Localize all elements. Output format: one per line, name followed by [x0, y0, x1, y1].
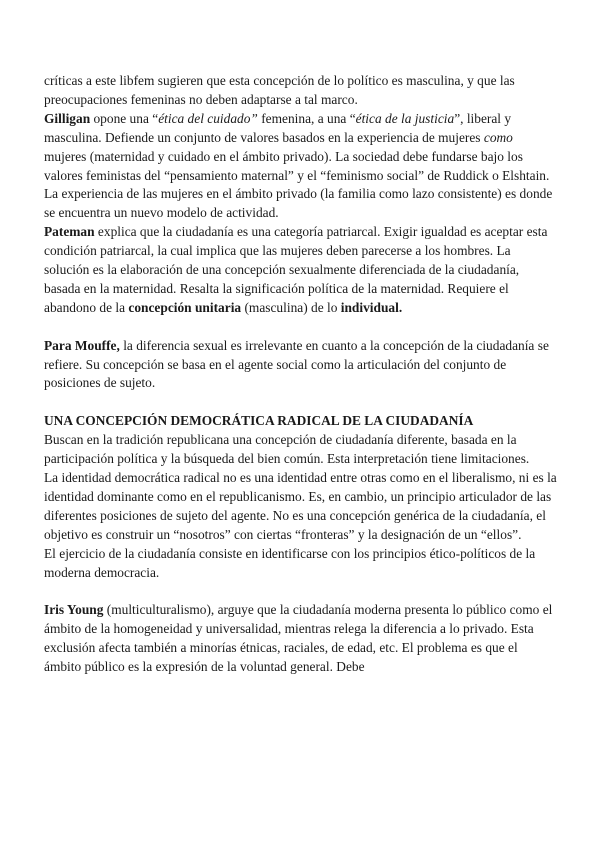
author-name-gilligan: Gilligan [44, 110, 91, 126]
paragraph-text: El ejercicio de la ciudadanía consiste en identificarse con los principios ético-políticos de la moderna democracia. [44, 545, 536, 580]
section-heading [44, 412, 558, 431]
paragraph-text: Buscan en la tradición republicana una concepción de ciudadanía diferente, basada en la participación política y la búsqueda del bien común. Esta interpretación tiene limitaciones. [44, 432, 530, 467]
document-page [44, 72, 558, 677]
term-etica-cuidado: ética del cuidado” [158, 110, 258, 126]
author-name-pateman: Pateman [44, 224, 95, 240]
author-name-mouffe: Para Mouffe, [44, 337, 120, 353]
paragraph-text: (masculina) de lo [241, 299, 341, 315]
term-individual: individual. [340, 299, 403, 315]
paragraph-text: críticas a este libfem sugieren que esta concepción de lo político es masculina, y que las preocupaciones femeninas no deben adaptarse a tal marco. [44, 73, 515, 107]
paragraph-text: la diferencia sexual es irrelevante en cuanto a la concepción de la ciudadanía se refiere. Su concepción se basa en el agente social como la articulación del conjunto de posiciones de sujeto. [44, 337, 549, 391]
paragraph-text: ”, liberal y masculina. Defiende un conjunto de valores basados en la experiencia de mujeres [44, 110, 512, 145]
paragraph-text: femenina, a una “ [257, 110, 356, 126]
term-como: como [483, 129, 513, 145]
paragraph-gilligan [44, 110, 558, 223]
paragraph-text: mujeres (maternidad y cuidado en el ámbito privado). La sociedad debe fundarse bajo los valores feministas del “pensamiento maternal” y el “feminismo social” de Ruddick o Elshtain. La experiencia de las mujeres en el ámbito privado (la familia como lazo consistente) es donde se encuentra un nuevo modelo de actividad. [44, 148, 553, 221]
paragraph-text: explica que la ciudadanía es una categoría patriarcal. Exigir igualdad es aceptar esta condición patriarcal, la cual implica que las mujeres deben parecerse a los hombres. La solución es la elaboración de una concepción sexualmente diferenciada de la ciudadanía, basada en la maternidad. Resalta la significación política de la maternidad. Requiere el abandono de la [44, 224, 548, 315]
paragraph-republican-tradition [44, 431, 558, 469]
paragraph-spacer [44, 393, 558, 412]
paragraph-text: (multiculturalismo), arguye que la ciudadanía moderna presenta lo público como el ámbito de la homogeneidad y universalidad, mientras relega la diferencia a lo privado. Esta exclusión afecta también a minorías étnicas, raciales, de edad, etc. El problema es que el ámbito público es la expresión de la voluntad general. Debe [44, 602, 553, 675]
paragraph-mouffe [44, 337, 558, 394]
section-heading-text: UNA CONCEPCIÓN DEMOCRÁTICA RADICAL DE LA CIUDADANÍA [44, 413, 474, 429]
paragraph-spacer [44, 318, 558, 337]
paragraph-text: La identidad democrática radical no es una identidad entre otras como en el liberalismo, ni es la identidad dominante como en el republicanismo. Es, en cambio, un principio articulador de las diferentes posiciones de sujeto del agente. No es una concepción genérica de la ciudadanía, el objetivo es construir un “nosotros” con ciertas “fronteras” y la designación de un “ellos”. [44, 470, 557, 542]
term-concepcion-unitaria: concepción unitaria [128, 299, 242, 315]
paragraph-text: opone una “ [90, 110, 159, 126]
paragraph-citizenship-exercise [44, 545, 558, 583]
paragraph-radical-identity [44, 469, 558, 545]
paragraph-young [44, 601, 558, 677]
paragraph-pateman [44, 223, 558, 318]
paragraph-spacer [44, 582, 558, 601]
author-name-young: Iris Young [44, 602, 104, 618]
paragraph-libfem-critique [44, 72, 558, 110]
term-etica-justicia: ética de la justicia [355, 110, 455, 126]
